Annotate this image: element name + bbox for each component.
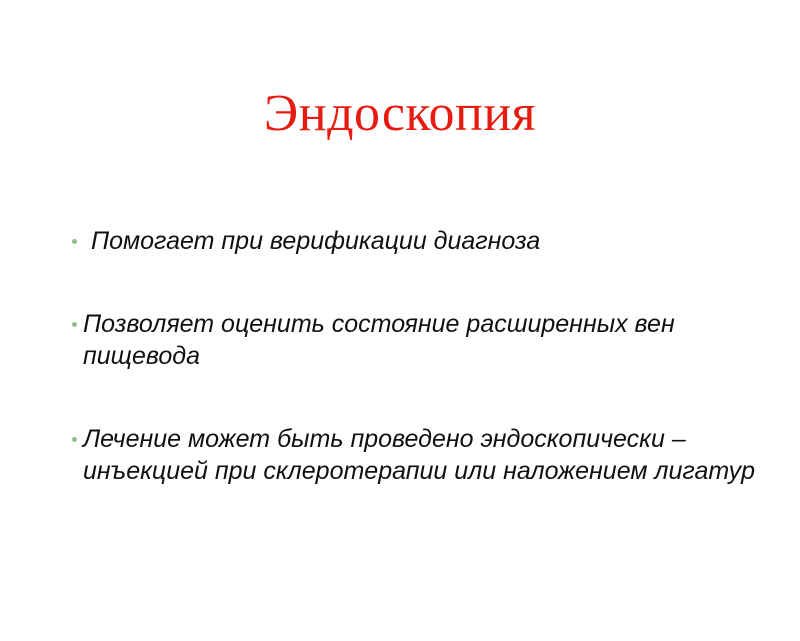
bullet-dot-icon <box>72 239 77 244</box>
bullet-text: Позволяет оценить состояние расширенных вен пищевода <box>83 310 675 370</box>
bullet-item <box>64 225 764 257</box>
bullet-text: Лечение может быть проведено эндоскопически – инъекцией при склеротерапии или наложением лигатур <box>83 425 756 485</box>
bullet-dot-icon <box>72 437 77 442</box>
bullet-dot-icon <box>72 322 77 327</box>
bullet-list <box>64 225 764 487</box>
bullet-item <box>64 423 764 487</box>
slide-title: Эндоскопия <box>263 85 537 142</box>
bullet-text: Помогает при верификации диагноза <box>91 227 541 255</box>
bullet-item <box>64 308 764 372</box>
